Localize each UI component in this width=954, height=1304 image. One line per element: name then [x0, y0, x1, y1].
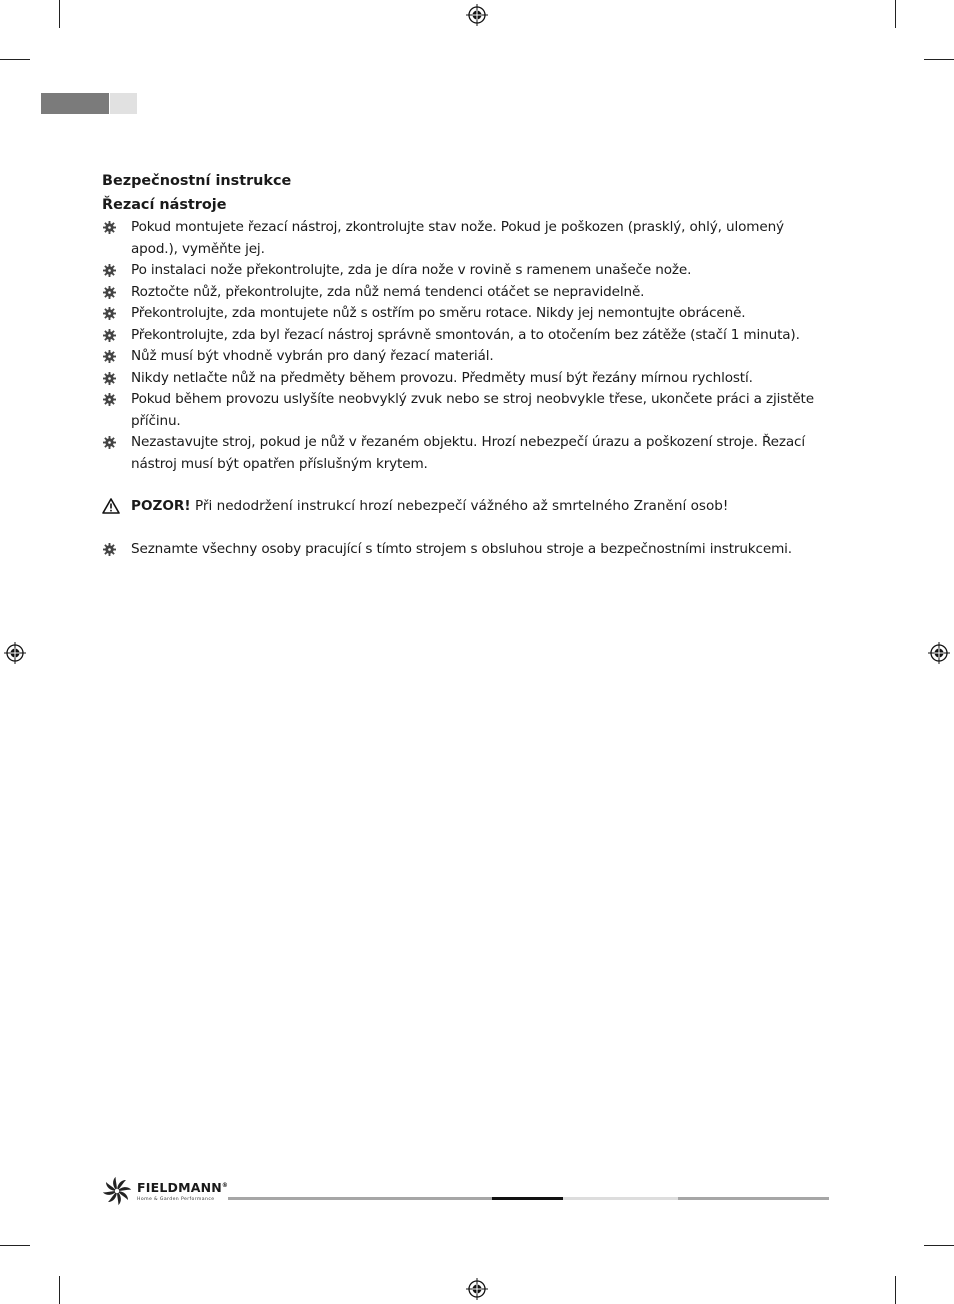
language-tab-dark	[41, 93, 109, 114]
warning-label: POZOR!	[131, 498, 191, 514]
gear-bullet-icon	[103, 221, 116, 234]
brand-name	[137, 1179, 228, 1195]
list-item	[102, 282, 832, 304]
subsection-heading: Řezací nástroje	[102, 197, 227, 213]
bullet-text: Nikdy netlačte nůž na předměty během provozu. Předměty musí být řezány mírnou rychlostí.	[131, 369, 753, 386]
bullet-text: Nezastavujte stroj, pokud je nůž v řezaném objektu. Hrozí nebezpečí úrazu a poškození stroje. Řezací nástroj musí být opatřen příslušným krytem.	[131, 434, 805, 472]
list-item	[102, 217, 832, 260]
brand-tagline: Home & Garden Performance	[137, 1196, 215, 1202]
bullet-text: Překontrolujte, zda montujete nůž s ostřím po směru rotace. Nikdy jej nemontujte obráceně.	[131, 305, 746, 321]
crop-mark	[0, 1245, 30, 1246]
bullet-text: Seznamte všechny osoby pracující s tímto strojem s obsluhou stroje a bezpečnostními instrukcemi.	[131, 540, 792, 557]
warning-triangle-icon	[102, 498, 120, 514]
gear-bullet-icon	[103, 372, 116, 385]
footer-bar-light	[563, 1197, 678, 1200]
bullet-text: Po instalaci nože překontrolujte, zda je díra nože v rovině s ramenem unašeče nože.	[131, 262, 692, 278]
registration-mark-icon	[466, 4, 488, 26]
gear-bullet-icon	[103, 307, 116, 320]
registration-mark-icon	[466, 1278, 488, 1300]
warning-notice	[102, 496, 832, 518]
crop-mark	[59, 1276, 60, 1304]
list-item	[102, 389, 832, 432]
language-tab-light	[110, 93, 137, 114]
bullet-text: Pokud během provozu uslyšíte neobvyklý zvuk nebo se stroj neobvykle třese, ukončete práci a zjistěte příčinu.	[131, 391, 814, 429]
warning-text: Při nedodržení instrukcí hrozí nebezpečí vážného až smrtelného Zranění osob!	[194, 498, 729, 514]
safety-instructions	[102, 169, 832, 560]
gear-bullet-icon	[103, 436, 116, 449]
gear-bullet-icon	[103, 543, 116, 556]
final-bullet-list	[102, 539, 832, 561]
list-item	[102, 346, 832, 368]
crop-mark	[895, 1276, 896, 1304]
registration-mark-icon	[928, 642, 950, 664]
footer-bar-gray-left	[228, 1197, 492, 1200]
crop-mark	[924, 1245, 954, 1246]
list-item	[102, 432, 832, 475]
gear-bullet-icon	[103, 393, 116, 406]
list-item	[102, 539, 832, 561]
footer-logo	[102, 1176, 228, 1206]
crop-mark	[924, 59, 954, 60]
gear-bullet-icon	[103, 350, 116, 363]
list-item	[102, 260, 832, 282]
bullet-text: Roztočte nůž, překontrolujte, zda nůž nemá tendenci otáčet se nepravidelně.	[131, 283, 645, 300]
footer-bar-black	[492, 1197, 563, 1200]
bullet-text: Nůž musí být vhodně vybrán pro daný řezací materiál.	[131, 348, 494, 364]
gear-bullet-icon	[103, 329, 116, 342]
crop-mark	[0, 59, 30, 60]
section-heading: Bezpečnostní instrukce	[102, 173, 292, 189]
list-item	[102, 325, 832, 347]
brand-text: FIELDMANN	[137, 1180, 222, 1196]
registration-mark-icon	[4, 642, 26, 664]
gear-bullet-icon	[103, 264, 116, 277]
crop-mark	[59, 0, 60, 28]
logo-texts	[137, 1179, 228, 1202]
bullet-text: Překontrolujte, zda byl řezací nástroj správně smontován, a to otočením bez zátěže (stačí 1 minuta).	[131, 326, 800, 343]
fieldmann-swirl-logo-icon	[102, 1176, 132, 1206]
bullet-list	[102, 217, 832, 475]
bullet-text: Pokud montujete řezací nástroj, zkontrolujte stav nože. Pokud je poškozen (prasklý, ohlý, ulomený apod.), vyměňte jej.	[131, 219, 784, 257]
footer-bar-gray-right	[678, 1197, 829, 1200]
list-item	[102, 368, 832, 390]
trademark-symbol: ®	[221, 1182, 229, 1190]
gear-bullet-icon	[103, 286, 116, 299]
list-item	[102, 303, 832, 325]
crop-mark	[895, 0, 896, 28]
